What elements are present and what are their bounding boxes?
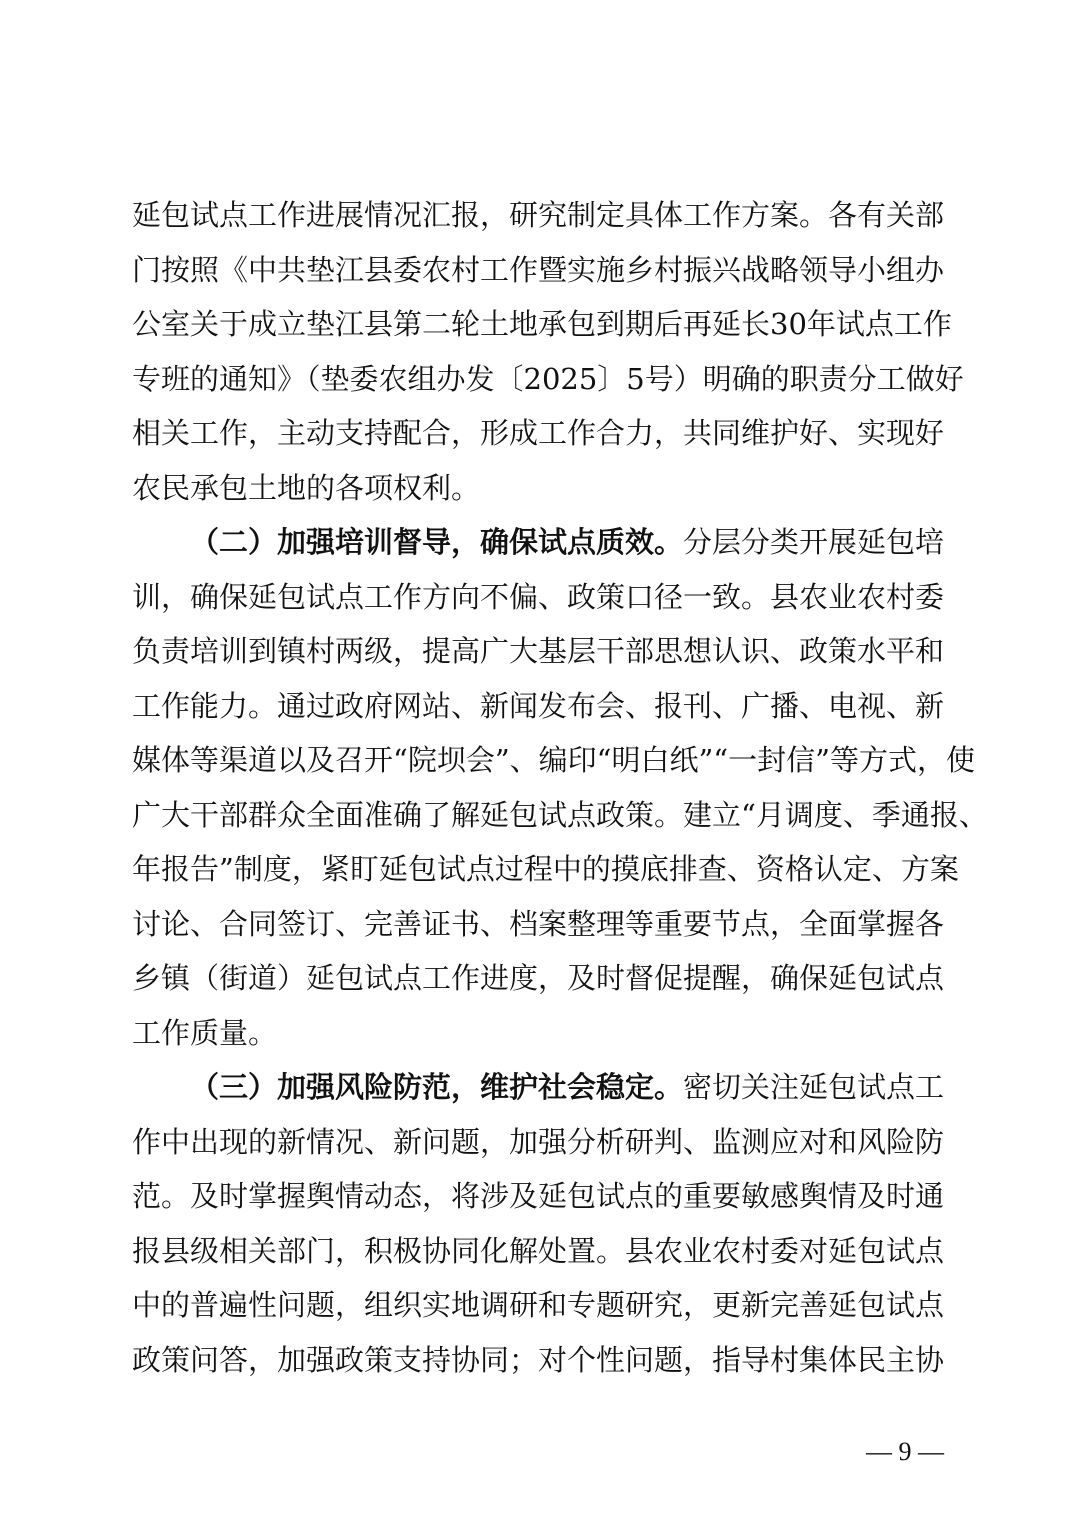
text-line: 专班的通知》（垫委农组办发〔2025〕5号）明确的职责分工做好: [132, 361, 964, 396]
text-line: 政策问答，加强政策支持协同；对个性问题，指导村集体民主协: [132, 1342, 945, 1377]
text-line: 公室关于成立垫江县第二轮土地承包到期后再延长30年试点工作: [132, 307, 952, 341]
text-line: 农民承包土地的各项权利。: [132, 470, 481, 505]
text-line: 媒体等渠道以及召开“院坝会”、编印“明白纸”“一封信”等方式，使: [132, 743, 975, 777]
text-line: 工作能力。通过政府网站、新闻发布会、报刊、广播、电视、新: [132, 688, 945, 723]
text-line: 延包试点工作进展情况汇报，研究制定具体工作方案。各有关部: [132, 198, 945, 232]
text-line: 工作质量。: [132, 1015, 278, 1050]
text-line: 讨论、合同签订、完善证书、档案整理等重要节点，全面掌握各: [132, 906, 945, 941]
paragraph-1: [132, 188, 964, 515]
page-number: — 9 —: [866, 1437, 944, 1466]
text-line: 作中出现的新情况、新问题，加强分析研判、监测应对和风险防: [132, 1124, 945, 1159]
text-line: 相关工作，主动支持配合，形成工作合力，共同维护好、实现好: [132, 416, 945, 450]
text-line: 广大干部群众全面准确了解延包试点政策。建立“月调度、季通报、: [132, 797, 988, 832]
text-line: 报县级相关部门，积极协同化解处置。县农业农村委对延包试点: [132, 1233, 945, 1268]
paragraph-2: [132, 515, 988, 1060]
text-run: 密切关注延包试点工: [683, 1070, 945, 1104]
section-heading: （二）加强培训督导，确保试点质效。: [190, 525, 684, 559]
section-heading-line: [132, 515, 944, 570]
text-line: 训，确保延包试点工作方向不偏、政策口径一致。县农业农村委: [132, 579, 945, 614]
text-line: 负责培训到镇村两级，提高广大基层干部思想认识、政策水平和: [132, 634, 945, 668]
text-line: 年报告”制度，紧盯延包试点过程中的摸底排查、资格认定、方案: [132, 852, 959, 886]
text-line: 门按照《中共垫江县委农村工作暨实施乡村振兴战略领导小组办: [132, 252, 945, 287]
text-line: 乡镇（街道）延包试点工作进度，及时督促提醒，确保延包试点: [132, 961, 945, 995]
text-line: 范。及时掌握舆情动态，将涉及延包试点的重要敏感舆情及时通: [132, 1179, 945, 1213]
text-run: 分层分类开展延包培: [683, 525, 945, 559]
paragraph-3: [132, 1060, 944, 1387]
section-heading: （三）加强风险防范，维护社会稳定。: [190, 1070, 684, 1104]
document-body: [132, 188, 988, 1387]
section-heading-line: [132, 1060, 944, 1115]
text-line: 中的普遍性问题，组织实地调研和专题研究，更新完善延包试点: [132, 1288, 945, 1322]
